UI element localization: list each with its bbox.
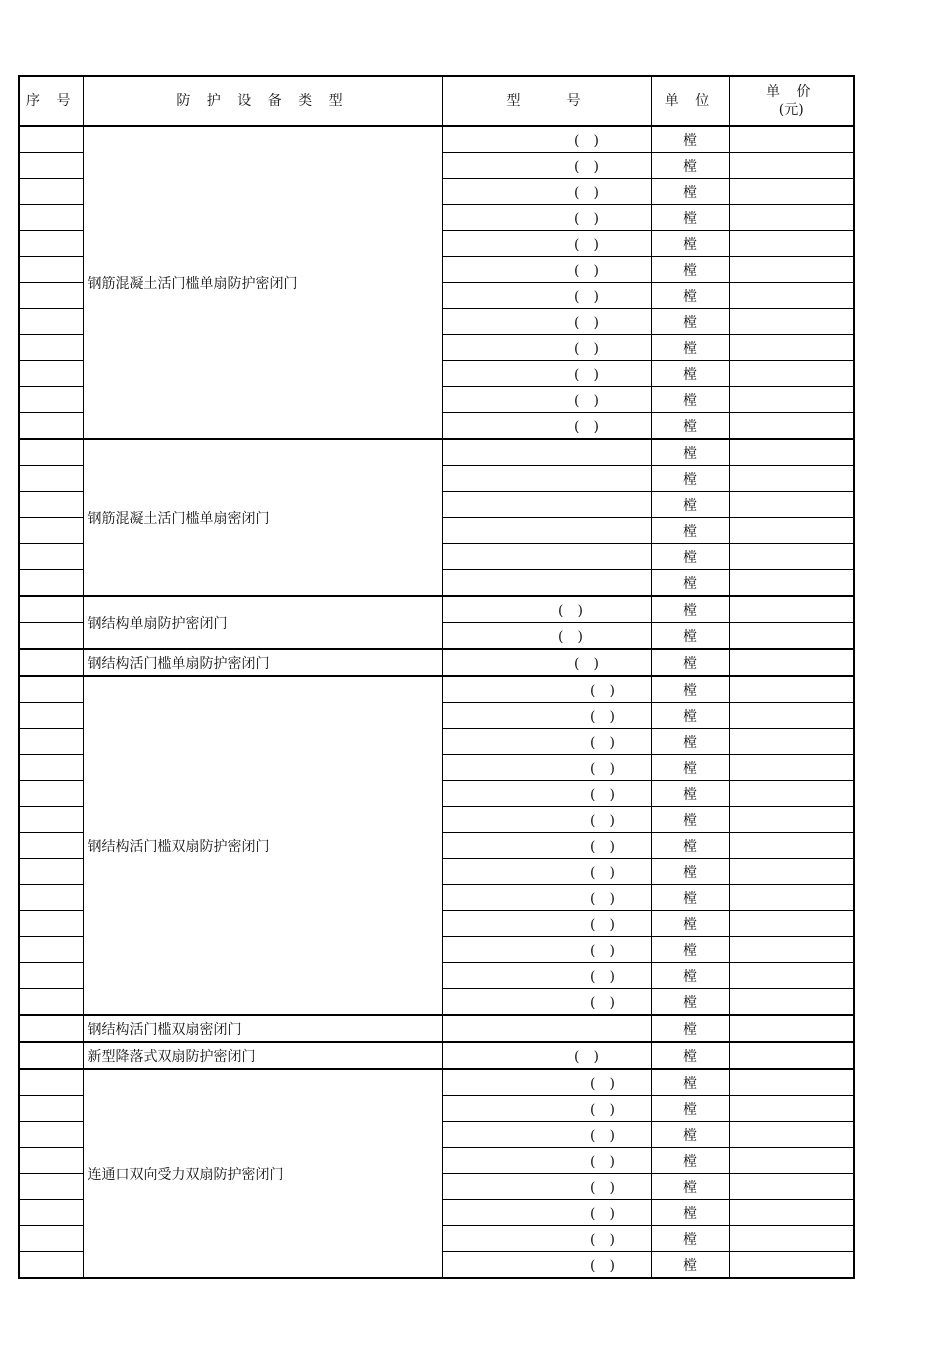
model-cell[interactable] <box>442 596 651 623</box>
price-cell[interactable] <box>729 1069 854 1096</box>
price-cell[interactable] <box>729 309 854 335</box>
seq-cell[interactable] <box>19 492 83 518</box>
unit-cell: 樘 <box>651 623 729 650</box>
seq-cell[interactable] <box>19 807 83 833</box>
seq-cell[interactable] <box>19 859 83 885</box>
model-cell[interactable] <box>442 492 651 518</box>
model-placeholder: ( ) <box>590 968 615 985</box>
table-row <box>19 1015 854 1042</box>
unit-cell: 樘 <box>651 1122 729 1148</box>
model-placeholder: ( ) <box>590 682 615 699</box>
unit-cell: 樘 <box>651 649 729 676</box>
seq-cell[interactable] <box>19 126 83 153</box>
unit-cell: 樘 <box>651 544 729 570</box>
model-cell[interactable] <box>442 387 651 413</box>
price-cell[interactable] <box>729 1122 854 1148</box>
seq-cell[interactable] <box>19 544 83 570</box>
price-cell[interactable] <box>729 859 854 885</box>
unit-cell: 樘 <box>651 387 729 413</box>
price-cell[interactable] <box>729 257 854 283</box>
seq-cell[interactable] <box>19 335 83 361</box>
price-cell[interactable] <box>729 466 854 492</box>
price-cell[interactable] <box>729 205 854 231</box>
price-cell[interactable] <box>729 570 854 597</box>
price-cell[interactable] <box>729 544 854 570</box>
model-placeholder: ( ) <box>558 628 583 645</box>
model-placeholder: ( ) <box>574 366 599 383</box>
model-cell[interactable] <box>442 544 651 570</box>
unit-cell: 樘 <box>651 755 729 781</box>
model-cell[interactable] <box>442 1122 651 1148</box>
model-cell[interactable] <box>442 937 651 963</box>
seq-cell[interactable] <box>19 231 83 257</box>
model-cell[interactable] <box>442 1069 651 1096</box>
model-placeholder: ( ) <box>574 262 599 279</box>
unit-cell: 樘 <box>651 309 729 335</box>
model-cell[interactable] <box>442 649 651 676</box>
unit-cell: 樘 <box>651 413 729 440</box>
model-cell[interactable] <box>442 755 651 781</box>
unit-cell: 樘 <box>651 1042 729 1069</box>
seq-cell[interactable] <box>19 1174 83 1200</box>
seq-cell[interactable] <box>19 283 83 309</box>
seq-cell[interactable] <box>19 1042 83 1069</box>
unit-cell: 樘 <box>651 257 729 283</box>
model-placeholder: ( ) <box>590 1127 615 1144</box>
unit-cell: 樘 <box>651 1200 729 1226</box>
model-placeholder: ( ) <box>590 838 615 855</box>
model-placeholder: ( ) <box>574 314 599 331</box>
model-placeholder: ( ) <box>590 760 615 777</box>
table-row <box>19 596 854 623</box>
equipment-type-cell: 钢结构活门槛双扇防护密闭门 <box>83 676 442 1015</box>
seq-cell[interactable] <box>19 1015 83 1042</box>
model-cell[interactable] <box>442 963 651 989</box>
model-cell[interactable] <box>442 623 651 650</box>
model-placeholder: ( ) <box>574 1048 599 1065</box>
price-cell[interactable] <box>729 283 854 309</box>
price-cell[interactable] <box>729 937 854 963</box>
unit-cell: 樘 <box>651 283 729 309</box>
model-cell[interactable] <box>442 257 651 283</box>
seq-cell[interactable] <box>19 205 83 231</box>
table-row <box>19 649 854 676</box>
table-row <box>19 126 854 153</box>
seq-cell[interactable] <box>19 257 83 283</box>
seq-cell[interactable] <box>19 963 83 989</box>
price-cell[interactable] <box>729 755 854 781</box>
unit-cell: 樘 <box>651 335 729 361</box>
price-cell[interactable] <box>729 1096 854 1122</box>
unit-cell: 樘 <box>651 153 729 179</box>
equipment-type-cell: 钢筋混凝土活门槛单扇防护密闭门 <box>83 126 442 439</box>
table-row <box>19 676 854 703</box>
model-cell[interactable] <box>442 466 651 492</box>
seq-cell[interactable] <box>19 1252 83 1279</box>
model-placeholder: ( ) <box>574 655 599 672</box>
seq-cell[interactable] <box>19 179 83 205</box>
price-cell[interactable] <box>729 126 854 153</box>
unit-cell: 樘 <box>651 1174 729 1200</box>
price-cell[interactable] <box>729 518 854 544</box>
unit-cell: 樘 <box>651 676 729 703</box>
unit-cell: 樘 <box>651 1096 729 1122</box>
model-cell[interactable] <box>442 676 651 703</box>
price-cell[interactable] <box>729 335 854 361</box>
price-cell[interactable] <box>729 676 854 703</box>
unit-cell: 樘 <box>651 439 729 466</box>
model-cell[interactable] <box>442 518 651 544</box>
model-cell[interactable] <box>442 1174 651 1200</box>
seq-cell[interactable] <box>19 676 83 703</box>
seq-cell[interactable] <box>19 1200 83 1226</box>
unit-cell: 樘 <box>651 596 729 623</box>
header-price <box>729 76 854 126</box>
price-cell[interactable] <box>729 387 854 413</box>
unit-cell: 樘 <box>651 859 729 885</box>
model-placeholder: ( ) <box>590 812 615 829</box>
model-placeholder: ( ) <box>558 602 583 619</box>
model-placeholder: ( ) <box>590 734 615 751</box>
table-body <box>19 126 854 1278</box>
seq-cell[interactable] <box>19 361 83 387</box>
unit-cell: 樘 <box>651 781 729 807</box>
price-cell[interactable] <box>729 179 854 205</box>
price-cell[interactable] <box>729 492 854 518</box>
seq-cell[interactable] <box>19 413 83 440</box>
model-placeholder: ( ) <box>590 1205 615 1222</box>
model-cell[interactable] <box>442 205 651 231</box>
price-cell[interactable] <box>729 911 854 937</box>
model-placeholder: ( ) <box>590 1075 615 1092</box>
price-cell[interactable] <box>729 1148 854 1174</box>
model-cell[interactable] <box>442 807 651 833</box>
model-cell[interactable] <box>442 833 651 859</box>
header-price-line1: 单 价 <box>766 84 817 100</box>
model-placeholder: ( ) <box>590 1231 615 1248</box>
price-cell[interactable] <box>729 623 854 650</box>
price-cell[interactable] <box>729 1042 854 1069</box>
model-cell[interactable] <box>442 1200 651 1226</box>
unit-cell: 樘 <box>651 361 729 387</box>
table-row <box>19 1069 854 1096</box>
unit-cell: 樘 <box>651 466 729 492</box>
price-cell[interactable] <box>729 703 854 729</box>
unit-cell: 樘 <box>651 989 729 1016</box>
model-cell[interactable] <box>442 439 651 466</box>
unit-cell: 樘 <box>651 179 729 205</box>
price-cell[interactable] <box>729 649 854 676</box>
seq-cell[interactable] <box>19 518 83 544</box>
model-cell[interactable] <box>442 1096 651 1122</box>
equipment-type-cell: 钢结构单扇防护密闭门 <box>83 596 442 649</box>
unit-cell: 樘 <box>651 807 729 833</box>
seq-cell[interactable] <box>19 570 83 597</box>
equipment-type-cell: 钢结构活门槛双扇密闭门 <box>83 1015 442 1042</box>
unit-cell: 樘 <box>651 518 729 544</box>
model-placeholder: ( ) <box>590 1179 615 1196</box>
price-cell[interactable] <box>729 1015 854 1042</box>
price-cell[interactable] <box>729 1226 854 1252</box>
unit-cell: 樘 <box>651 1252 729 1279</box>
model-cell[interactable] <box>442 1226 651 1252</box>
price-cell[interactable] <box>729 596 854 623</box>
table-row <box>19 439 854 466</box>
model-placeholder: ( ) <box>590 890 615 907</box>
model-cell[interactable] <box>442 179 651 205</box>
model-placeholder: ( ) <box>574 288 599 305</box>
model-cell[interactable] <box>442 781 651 807</box>
model-cell[interactable] <box>442 153 651 179</box>
unit-cell: 樘 <box>651 963 729 989</box>
model-placeholder: ( ) <box>574 340 599 357</box>
seq-cell[interactable] <box>19 1226 83 1252</box>
model-cell[interactable] <box>442 570 651 597</box>
model-placeholder: ( ) <box>590 708 615 725</box>
header-row <box>19 76 854 126</box>
model-placeholder: ( ) <box>574 392 599 409</box>
price-cell[interactable] <box>729 963 854 989</box>
model-cell[interactable] <box>442 703 651 729</box>
seq-cell[interactable] <box>19 153 83 179</box>
model-cell[interactable] <box>442 413 651 440</box>
unit-cell: 樘 <box>651 1015 729 1042</box>
price-cell[interactable] <box>729 231 854 257</box>
door-price-table <box>18 75 855 1279</box>
unit-cell: 樘 <box>651 1226 729 1252</box>
seq-cell[interactable] <box>19 1069 83 1096</box>
seq-cell[interactable] <box>19 1122 83 1148</box>
header-price-line2: (元) <box>778 102 804 118</box>
seq-cell[interactable] <box>19 387 83 413</box>
model-cell[interactable] <box>442 1148 651 1174</box>
seq-cell[interactable] <box>19 989 83 1016</box>
seq-cell[interactable] <box>19 623 83 650</box>
equipment-type-cell: 钢结构活门槛单扇防护密闭门 <box>83 649 442 676</box>
seq-cell[interactable] <box>19 937 83 963</box>
unit-cell: 樘 <box>651 729 729 755</box>
equipment-type-cell: 钢筋混凝土活门槛单扇密闭门 <box>83 439 442 596</box>
unit-cell: 樘 <box>651 205 729 231</box>
price-cell[interactable] <box>729 413 854 440</box>
seq-cell[interactable] <box>19 781 83 807</box>
seq-cell[interactable] <box>19 703 83 729</box>
model-cell[interactable] <box>442 885 651 911</box>
model-cell[interactable] <box>442 859 651 885</box>
model-placeholder: ( ) <box>590 1101 615 1118</box>
price-cell[interactable] <box>729 1200 854 1226</box>
model-placeholder: ( ) <box>590 916 615 933</box>
unit-cell: 樘 <box>651 126 729 153</box>
seq-cell[interactable] <box>19 1148 83 1174</box>
seq-cell[interactable] <box>19 833 83 859</box>
unit-cell: 樘 <box>651 937 729 963</box>
model-cell[interactable] <box>442 729 651 755</box>
header-model: 型 号 <box>442 76 651 126</box>
table-row <box>19 1042 854 1069</box>
model-placeholder: ( ) <box>590 942 615 959</box>
unit-cell: 樘 <box>651 1069 729 1096</box>
price-cell[interactable] <box>729 439 854 466</box>
seq-cell[interactable] <box>19 911 83 937</box>
header-seq: 序 号 <box>19 76 83 126</box>
seq-cell[interactable] <box>19 439 83 466</box>
unit-cell: 樘 <box>651 885 729 911</box>
header-type: 防 护 设 备 类 型 <box>83 76 442 126</box>
price-cell[interactable] <box>729 781 854 807</box>
equipment-type-cell: 新型降落式双扇防护密闭门 <box>83 1042 442 1069</box>
model-cell[interactable] <box>442 283 651 309</box>
price-cell[interactable] <box>729 807 854 833</box>
model-cell[interactable] <box>442 911 651 937</box>
model-placeholder: ( ) <box>574 184 599 201</box>
model-placeholder: ( ) <box>590 1257 615 1274</box>
unit-cell: 樘 <box>651 570 729 597</box>
price-cell[interactable] <box>729 729 854 755</box>
price-cell[interactable] <box>729 833 854 859</box>
price-cell[interactable] <box>729 1252 854 1279</box>
model-cell[interactable] <box>442 1042 651 1069</box>
model-placeholder: ( ) <box>590 994 615 1011</box>
seq-cell[interactable] <box>19 1096 83 1122</box>
seq-cell[interactable] <box>19 466 83 492</box>
seq-cell[interactable] <box>19 729 83 755</box>
model-cell[interactable] <box>442 231 651 257</box>
seq-cell[interactable] <box>19 649 83 676</box>
seq-cell[interactable] <box>19 596 83 623</box>
model-placeholder: ( ) <box>574 158 599 175</box>
model-placeholder: ( ) <box>574 236 599 253</box>
model-placeholder: ( ) <box>590 786 615 803</box>
seq-cell[interactable] <box>19 755 83 781</box>
price-cell[interactable] <box>729 885 854 911</box>
model-cell[interactable] <box>442 361 651 387</box>
unit-cell: 樘 <box>651 231 729 257</box>
model-placeholder: ( ) <box>574 418 599 435</box>
equipment-type-cell: 连通口双向受力双扇防护密闭门 <box>83 1069 442 1278</box>
price-cell[interactable] <box>729 153 854 179</box>
unit-cell: 樘 <box>651 703 729 729</box>
unit-cell: 樘 <box>651 492 729 518</box>
price-cell[interactable] <box>729 1174 854 1200</box>
model-placeholder: ( ) <box>574 132 599 149</box>
model-cell[interactable] <box>442 126 651 153</box>
unit-cell: 樘 <box>651 1148 729 1174</box>
seq-cell[interactable] <box>19 309 83 335</box>
price-cell[interactable] <box>729 361 854 387</box>
model-placeholder: ( ) <box>574 210 599 227</box>
model-cell[interactable] <box>442 1015 651 1042</box>
model-cell[interactable] <box>442 989 651 1016</box>
header-unit: 单 位 <box>651 76 729 126</box>
price-cell[interactable] <box>729 989 854 1016</box>
model-cell[interactable] <box>442 1252 651 1279</box>
seq-cell[interactable] <box>19 885 83 911</box>
model-placeholder: ( ) <box>590 1153 615 1170</box>
unit-cell: 樘 <box>651 833 729 859</box>
model-cell[interactable] <box>442 309 651 335</box>
model-placeholder: ( ) <box>590 864 615 881</box>
model-cell[interactable] <box>442 335 651 361</box>
unit-cell: 樘 <box>651 911 729 937</box>
